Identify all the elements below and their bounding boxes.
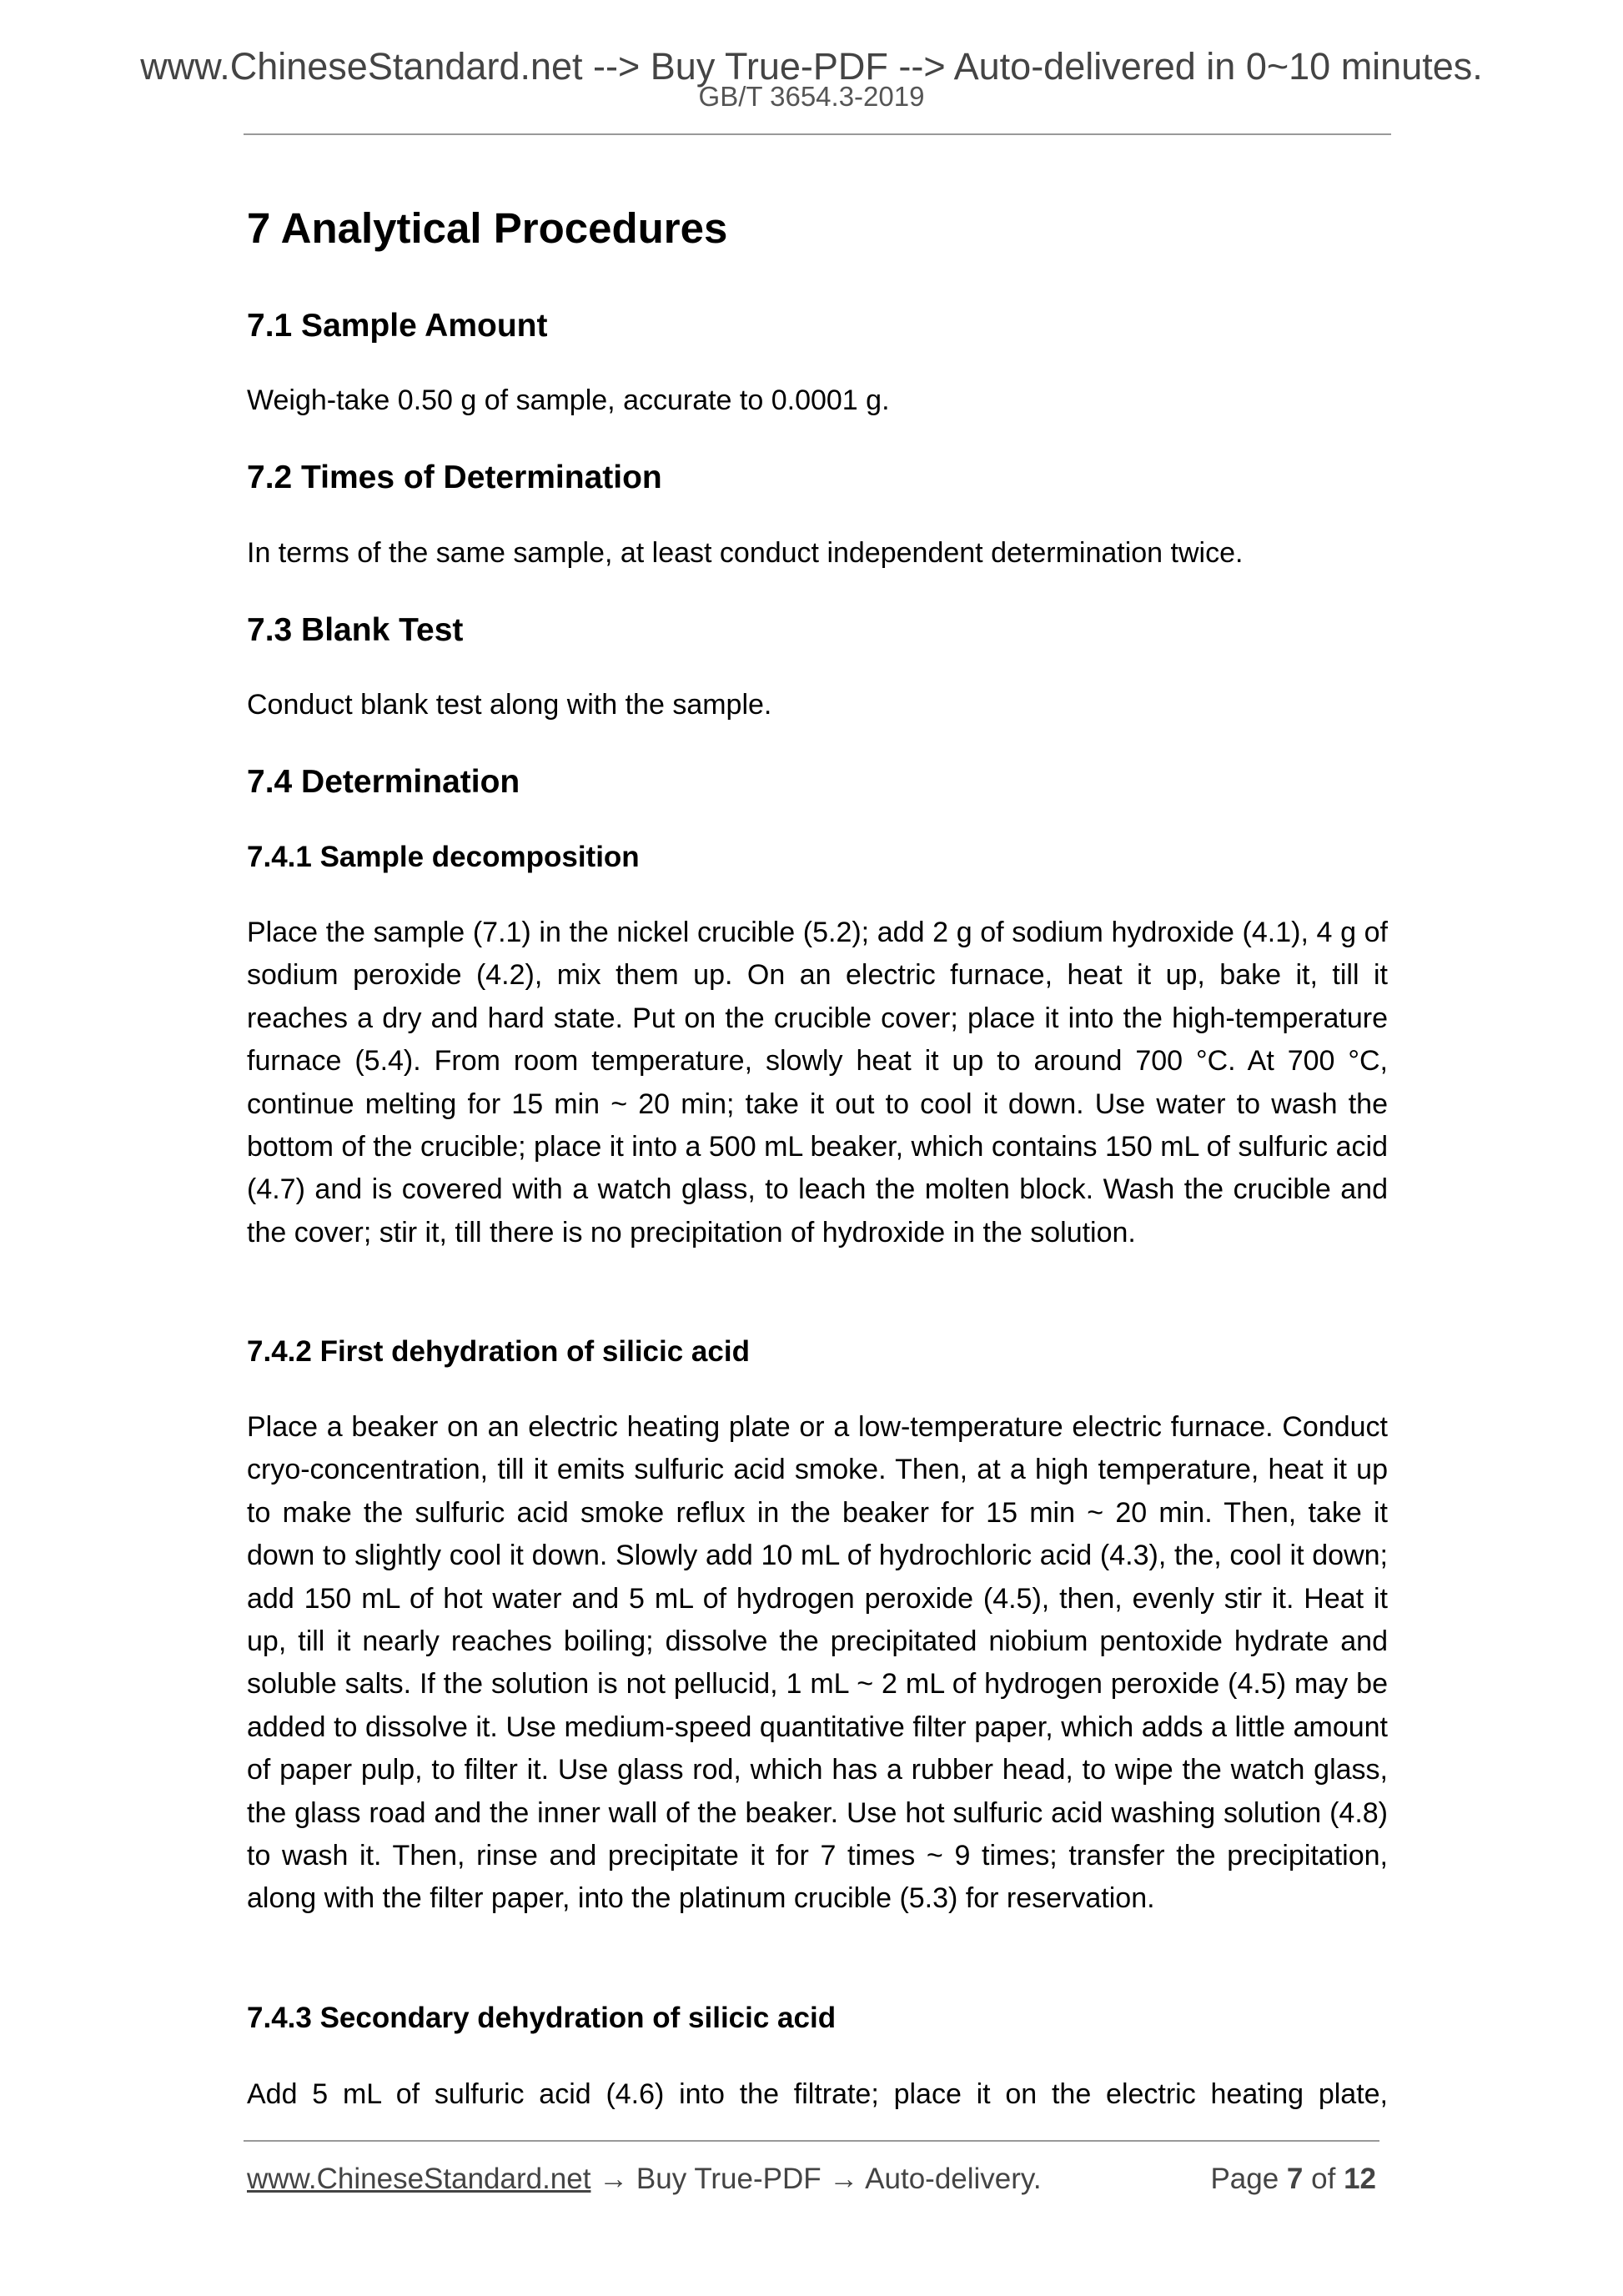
- page-label: Page: [1210, 2163, 1279, 2195]
- paragraph-7-2: In terms of the same sample, at least conduct independent determination twice.: [247, 537, 1244, 569]
- footer-divider: [244, 2140, 1379, 2142]
- heading-7-4-3: 7.4.3 Secondary dehydration of silicic acid: [247, 2002, 837, 2034]
- header-divider: [244, 133, 1391, 135]
- footer-tagline: → Buy True-PDF → Auto-delivery.: [590, 2163, 1042, 2195]
- banner-header: www.ChineseStandard.net --> Buy True-PDF --> Auto-delivered in 0~10 minutes.: [140, 45, 1483, 88]
- paragraph-7-3: Conduct blank test along with the sample.: [247, 689, 772, 721]
- page-indicator: [1183, 2158, 1376, 2200]
- heading-7-4-2: 7.4.2 First dehydration of silicic acid: [247, 1335, 750, 1368]
- heading-7-2: 7.2 Times of Determination: [247, 460, 662, 495]
- section-title: 7 Analytical Procedures: [247, 204, 728, 252]
- paragraph-7-4-2: Place a beaker on an electric heating plate or a low-temperature electric furnace. Conduct cryo-concentration, till it emits sulfuric acid smoke. Then, at a high temperature, heat it up to make the sulfuric acid smoke reflux in the beaker for 15 min ~ 20 min. Then, take it down to slightly cool it down. Slowly add 10 mL of hydrochloric acid (4.3), the, cool it down; add 150 mL of hot water and 5 mL of hydrogen peroxide (4.5), then, evenly stir it. Heat it up, till it nearly reaches boiling; dissolve the precipitated niobium pentoxide hydrate and soluble salts. If the solution is not pellucid, 1 mL ~ 2 mL of hydrogen peroxide (4.5) may be added to dissolve it. Use medium-speed quantitative filter paper, which adds a little amount of paper pulp, to filter it. Use glass rod, which has a rubber head, to wipe the watch glass, the glass road and the inner wall of the beaker. Use hot sulfuric acid washing solution (4.8) to wash it. Then, rinse and precipitate it for 7 times ~ 9 times; transfer the precipitation, along with the filter paper, into the platinum crucible (5.3) for reservation.: [247, 1411, 1388, 1915]
- paragraph-7-1: Weigh-take 0.50 g of sample, accurate to 0.0001 g.: [247, 384, 890, 416]
- footer-link[interactable]: www.ChineseStandard.net: [247, 2163, 591, 2195]
- paragraph-7-4-1: Place the sample (7.1) in the nickel crucible (5.2); add 2 g of sodium hydroxide (4.1), 4 g of sodium peroxide (4.2), mix them up. On an electric furnace, heat it up, bake it, till it reaches a dry and hard state. Put on the crucible cover; place it into the high-temperature furnace (5.4). From room temperature, slowly heat it up to around 700 °C. At 700 °C, continue melting for 15 min ~ 20 min; take it out to cool it down. Use water to wash the bottom of the crucible; place it into a 500 mL beaker, which contains 150 mL of sulfuric acid (4.7) and is covered with a watch glass, to leach the molten block. Wash the crucible and the cover; stir it, till there is no precipitation of hydroxide in the solution.: [247, 917, 1388, 1248]
- heading-7-1: 7.1 Sample Amount: [247, 308, 548, 344]
- heading-7-4-1: 7.4.1 Sample decomposition: [247, 841, 640, 873]
- of-label: of: [1311, 2163, 1336, 2195]
- heading-7-4: 7.4 Determination: [247, 764, 520, 800]
- paragraph-7-4-3: Add 5 mL of sulfuric acid (4.6) into the filtrate; place it on the electric heating plate,: [247, 2078, 1388, 2110]
- page-total: 12: [1344, 2163, 1376, 2195]
- standard-number: GB/T 3654.3-2019: [698, 81, 925, 112]
- footer-left: [247, 2158, 1042, 2200]
- page-current: 7: [1286, 2163, 1304, 2195]
- heading-7-3: 7.3 Blank Test: [247, 612, 464, 648]
